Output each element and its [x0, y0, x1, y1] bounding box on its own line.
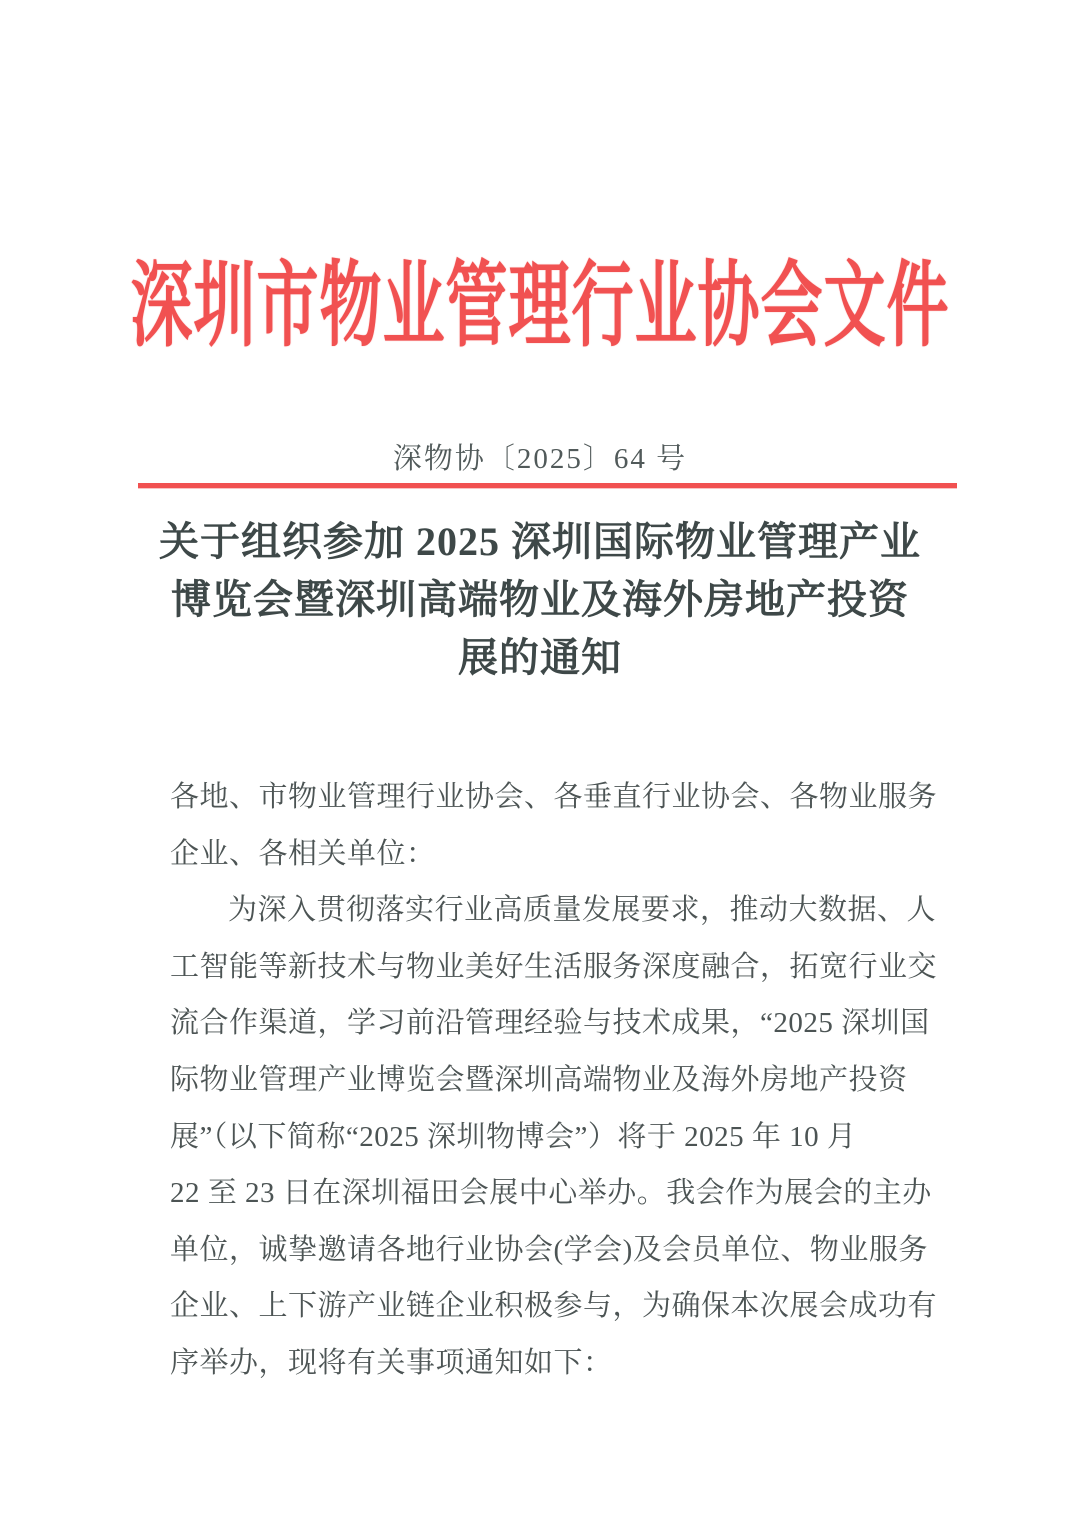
body-line: 单位，诚挚邀请各地行业协会(学会)及会员单位、物业服务 [170, 1233, 928, 1266]
salutation-line: 各地、市物业管理行业协会、各垂直行业协会、各物业服务 [170, 781, 938, 813]
salutation-line: 企业、各相关单位： [170, 837, 436, 870]
body-line: 序举办，现将有关事项通知如下： [170, 1346, 613, 1379]
body-line: 为深入贯彻落实行业高质量发展要求，推动大数据、人 [228, 894, 937, 927]
body-line: 企业、上下游产业链企业积极参与，为确保本次展会成功有 [170, 1290, 938, 1323]
notice-title [70, 513, 1010, 687]
body-line: 流合作渠道，学习前沿管理经验与技术成果，“2025 深圳国 [170, 1007, 930, 1040]
notice-body [170, 769, 938, 1392]
notice-title-line: 展的通知 [458, 635, 622, 680]
body-line: 22 至 23 日在深圳福田会展中心举办。我会作为展会的主办 [170, 1177, 932, 1210]
red-header-divider [138, 483, 957, 488]
notice-title-line: 关于组织参加 2025 深圳国际物业管理产业 [159, 519, 921, 564]
body-line: 工智能等新技术与物业美好生活服务深度融合，拓宽行业交 [170, 950, 938, 983]
body-line: 展”（以下简称“2025 深圳物博会”）将于 2025 年 10 月 [170, 1120, 857, 1153]
document-number: 深物协〔2025〕64 号 [392, 443, 688, 475]
body-line: 际物业管理产业博览会暨深圳高端物业及海外房地产投资 [170, 1063, 908, 1096]
org-header-title: 深圳市物业管理行业协会文件 [130, 256, 950, 359]
notice-title-line: 博览会暨深圳高端物业及海外房地产投资 [171, 577, 909, 622]
